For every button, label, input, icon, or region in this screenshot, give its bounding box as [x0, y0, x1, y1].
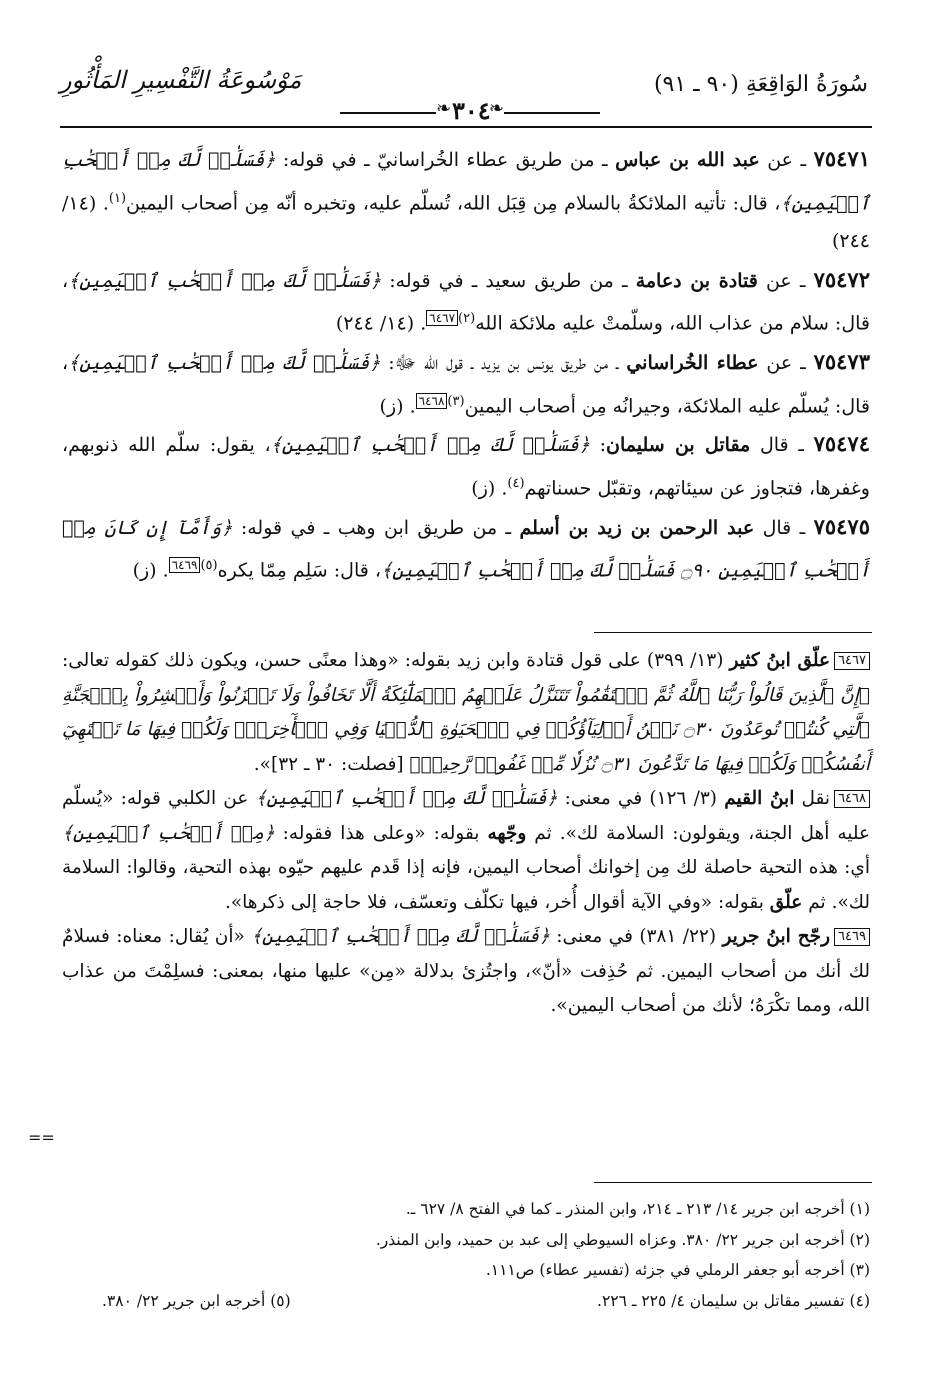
text-run: ، قال: تأتيه الملائكةُ بالسلام مِن قِبَل الله، تُسلّم عليه، وتخبره أنّه مِن أصحاب اليمين: [126, 191, 781, 214]
text-run: عن الكلبي قوله: «يُسلّم عليه أهل الجنة، ويقولون: السلامة لك». ثم: [62, 788, 870, 844]
text-run: نقل: [794, 788, 831, 809]
header-divider-left: [340, 112, 436, 114]
surah-title: سُورَةُ الوَاقِعَةِ (٩٠ ـ ٩١): [653, 72, 868, 97]
commentary-entry: [62, 644, 870, 782]
narrator-name: عبد الرحمن بن زيد بن أسلم: [519, 516, 755, 539]
page-number-block: [340, 94, 600, 128]
entry-number: ٧٥٤٧٤: [813, 431, 870, 457]
text-run: ، قال: يُسلّم عليه الملائكة، وجيرانُه مِن أصحاب اليمين: [62, 352, 870, 417]
narrator-name: عطاء الخُراساني: [626, 352, 759, 375]
footnote: (٥) أخرجه ابن جرير ٢٢/ ٣٨٠.: [102, 1291, 291, 1310]
text-run: بقوله: «وفي الآية أقوال أُخر، فيها تكلّف وتعسّف، فلا حاجة إلى ذكرها».: [224, 891, 770, 913]
entry-number: ٧٥٤٧١: [813, 146, 870, 171]
text-run: . (ز): [132, 559, 169, 582]
text-run: ـ من طريق يونس بن يزيد ـ قول الله ﷻ:: [380, 352, 627, 375]
text-run: :: [589, 434, 607, 457]
text-run: ، يقول: سلّم الله ذنوبهم، وغفرها، فتجاوز عن سيئاتهم، وتقبّل حسناتهم: [62, 434, 870, 500]
narrator-name: علّق: [769, 891, 803, 913]
commentary-separator: [594, 632, 872, 633]
page-header: [60, 64, 872, 128]
commentary-id-box: ٦٤٦٨: [834, 790, 870, 808]
footnote: (٤) تفسير مقاتل بن سليمان ٤/ ٢٢٥ ـ ٢٢٦.: [597, 1291, 870, 1310]
text-run: ـ من طريق عطاء الخُراسانيّ ـ في قوله:: [275, 149, 616, 171]
text-run: . (ز): [471, 477, 508, 500]
footnote-ref: (٤): [507, 475, 525, 491]
commentary-ref-box: ٦٤٦٩: [169, 557, 201, 573]
narration-entry: [62, 140, 870, 261]
narrator-name: قتادة بن دعامة: [635, 269, 758, 292]
narration-entry: [62, 508, 870, 590]
text-run: [فصلت: ٣٠ ـ ٣٢]».: [253, 753, 410, 775]
quran-verse: ﴿وَأَمَّآ إِن كَانَ مِنۡ أَصۡحَٰبِ ٱلۡيَمِينِ ۝٩٠ فَسَلَٰمٞ لَّكَ مِنۡ أَصۡحَٰبِ ٱلۡيَمِينِ﴾: [62, 516, 870, 582]
narrator-name: رجّح ابنُ جرير: [722, 926, 831, 947]
text-run: . (١٤/ ٢٤٤): [335, 312, 427, 335]
page-number: ٣٠٤: [452, 96, 491, 125]
header-rule: [60, 126, 872, 128]
footnote: (٢) أخرجه ابن جرير ٢٢/ ٣٨٠. وعزاه السيوطي إلى عبد بن حميد، وابن المنذر.: [375, 1230, 870, 1249]
narrator-name: علّق ابنُ كثير: [729, 650, 831, 671]
footnotes: [62, 1194, 870, 1316]
book-title: مَوْسُوعَةُ التَّفْسِيرِ المَأْثُورِ: [60, 66, 302, 94]
footnote-ref: (٣): [447, 393, 465, 409]
text-run: «أن يُقال: معناه: فسلامٌ لك أنك من أصحاب اليمين. ثم حُذِفت «أنّ»، واجتُزئ بدلالة «مِن» عليها منها، بمعنى: فسلِمْتَ من عذاب الله، ومما تكْرَهُ؛ لأنك من أصحاب اليمين».: [62, 926, 870, 1016]
narrations: [62, 140, 870, 590]
text-run: ـ من طريق ابن وهب ـ في قوله:: [232, 516, 520, 539]
commentary-ref-box: ٦٤٦٨: [416, 393, 448, 409]
entry-number: ٧٥٤٧٢: [813, 266, 870, 292]
text-run: بقوله: «وعلى هذا فقوله:: [274, 822, 488, 844]
footnotes-separator: [594, 1182, 872, 1183]
text-run: . (ز): [379, 394, 416, 417]
narrator-name: وجّهه: [487, 822, 527, 844]
text-run: (٢٢/ ٣٨١) في معنى:: [549, 926, 723, 947]
footnote: (١) أخرجه ابن جرير ١٤/ ٢١٣ ـ ٢١٤، وابن المنذر ـ كما في الفتح ٨/ ٦٢٧ ـ.: [405, 1200, 870, 1218]
text-run: ـ قال: [750, 434, 814, 457]
commentary-entry: [62, 782, 870, 920]
quran-verse: ﴿فَسَلَٰمٞ لَّكَ مِنۡ أَصۡحَٰبِ ٱلۡيَمِينِ﴾: [68, 269, 382, 292]
ornament-icon: ❧: [488, 98, 504, 119]
commentary-entry: [62, 920, 870, 1024]
quran-verse: ﴿مِنۡ أَصۡحَٰبِ ٱلۡيَمِينِ﴾: [62, 822, 275, 844]
quran-verse: ﴿إِنَّ ٱلَّذِينَ قَالُواْ رَبُّنَا ٱللَّهُ ثُمَّ ٱسۡتَقَٰمُواْ تَتَنَزَّلُ عَلَيۡهِمُ ٱلۡمَلَٰٓئِكَةُ أَلَّا تَخَافُواْ وَلَا تَحۡزَنُواْ وَأَبۡشِرُواْ بِٱلۡجَنَّةِ ٱلَّتِي كُنتُمۡ تُوعَدُونَ ۝٣٠ نَحۡنُ أَوۡلِيَآؤُكُمۡ فِي ٱلۡحَيَوٰةِ ٱلدُّنۡيَا وَفِي ٱلۡأٓخِرَةِۖ وَلَكُمۡ فِيهَا مَا تَشۡتَهِيٓ أَنفُسُكُمۡ وَلَكُمۡ فِيهَا مَا تَدَّعُونَ ۝٣١ نُزُلٗا مِّنۡ غَفُورٖ رَّحِيمٖ﴾: [62, 684, 870, 775]
text-run: (١٣/ ٣٩٩) على قول قتادة وابن زيد بقوله: «وهذا معنًى حسن، ويكون ذلك كقوله تعالى:: [62, 650, 730, 671]
quran-verse: ﴿فَسَلَٰمٞ لَّكَ مِنۡ أَصۡحَٰبِ ٱلۡيَمِينِ﴾: [62, 149, 871, 214]
quran-verse: ﴿فَسَلَٰمٞ لَّكَ مِنۡ أَصۡحَٰبِ ٱلۡيَمِينِ﴾: [68, 352, 381, 375]
text-run: ، قال: سَلِم مِمّا يكره: [217, 559, 382, 582]
footnote-ref: (٢): [458, 311, 476, 327]
narrator-name: مقاتل بن سليمان: [606, 434, 751, 457]
commentary-id-box: ٦٤٦٧: [834, 652, 870, 670]
text-run: ـ عن: [757, 269, 814, 292]
quran-verse: ﴿فَسَلَٰمٞ لَّكَ مِنۡ أَصۡحَٰبِ ٱلۡيَمِينِ﴾: [251, 926, 550, 947]
text-run: (٣/ ١٢٦) في معنى:: [557, 788, 725, 809]
narrator-name: عبد الله بن عباس: [615, 149, 760, 171]
narration-entry: [62, 343, 870, 425]
quran-verse: ﴿فَسَلَٰمٞ لَّكَ مِنۡ أَصۡحَٰبِ ٱلۡيَمِينِ﴾: [270, 434, 590, 457]
quran-verse: ﴿فَسَلَٰمٞ لَّكَ مِنۡ أَصۡحَٰبِ ٱلۡيَمِينِ﴾: [255, 788, 558, 809]
text-run: ـ عن: [759, 149, 814, 171]
narration-entry: [62, 261, 870, 343]
entry-number: ٧٥٤٧٣: [813, 349, 870, 375]
header-divider-right: [504, 112, 600, 114]
commentary-id-box: ٦٤٦٩: [834, 928, 870, 946]
text-run: ـ عن: [758, 352, 814, 375]
continuation-mark: ==: [28, 1128, 55, 1147]
footnote-ref: (١): [108, 190, 127, 206]
footnote-ref: (٥): [200, 558, 218, 574]
footnote-row: [62, 1286, 870, 1317]
footnote: (٣) أخرجه أبو جعفر الرملي في جزئه (تفسير عطاء) ص١١١.: [485, 1261, 870, 1279]
narrator-name: ابنُ القيم: [724, 788, 795, 809]
text-run: ـ قال: [754, 516, 814, 539]
text-run: ـ من طريق سعيد ـ في قوله:: [381, 269, 636, 292]
text-run: . (١٤/ ٢٤٤): [62, 191, 870, 253]
narration-entry: [62, 425, 870, 507]
commentary-notes: [62, 644, 870, 1024]
entry-number: ٧٥٤٧٥: [813, 513, 870, 539]
text-run: ، قال: سلام من عذاب الله، وسلّمتْ عليه ملائكة الله: [62, 269, 870, 335]
ornament-icon: ❧: [436, 98, 452, 119]
commentary-ref-box: ٦٤٦٧: [426, 310, 458, 326]
text-run: أي: هذه التحية حاصلة لك مِن إخوانك أصحاب اليمين، فإنه إذا قَدم عليهم حيّوه بهذه التحية، وقالوا: السلامة لك». ثم: [62, 857, 870, 913]
